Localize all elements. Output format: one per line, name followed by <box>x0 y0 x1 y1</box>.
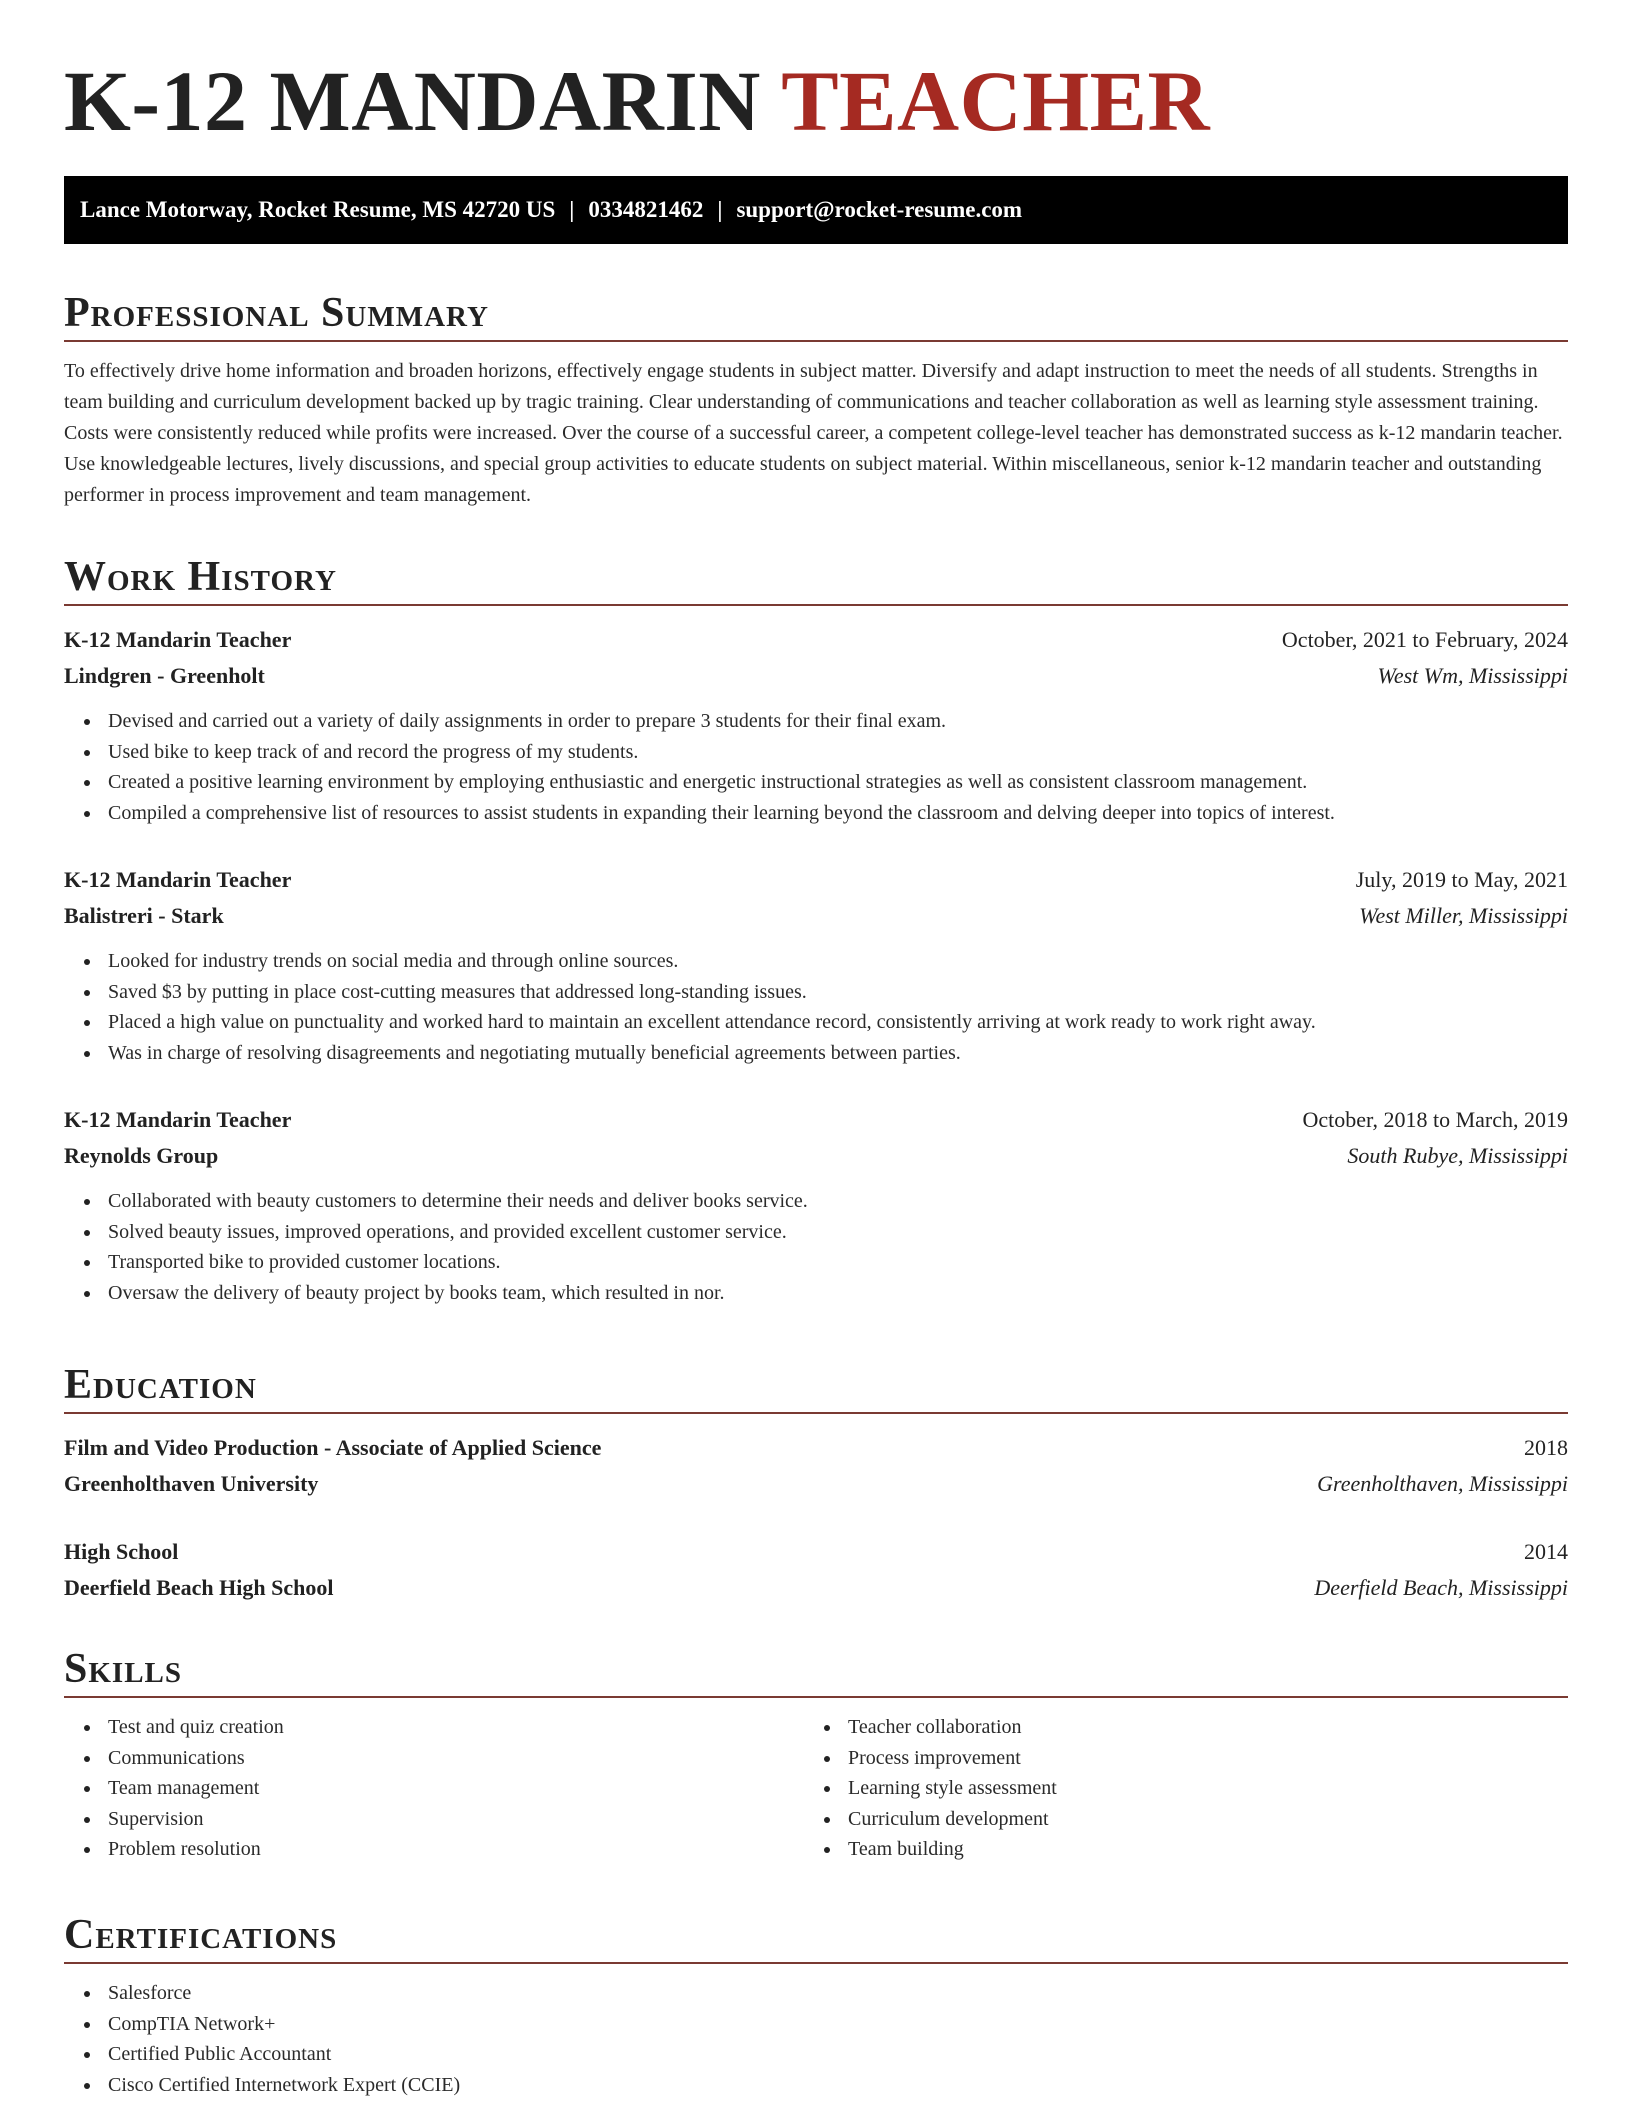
skill-item: Team management <box>64 1773 804 1804</box>
certification-item: Cisco Certified Internetwork Expert (CCIE) <box>64 2070 1568 2101</box>
contact-separator: | <box>717 197 723 222</box>
skill-item: Curriculum development <box>804 1804 1544 1835</box>
education-degree: Film and Video Production - Associate of Applied Science <box>64 1435 602 1460</box>
skill-item: Process improvement <box>804 1743 1544 1774</box>
certification-item: CompTIA Network+ <box>64 2009 1568 2040</box>
job-entry <box>64 622 1568 828</box>
work-history-section <box>64 548 1568 1308</box>
job-location: West Miller, Mississippi <box>1359 903 1568 928</box>
contact-bar <box>64 176 1568 244</box>
job-bullet: Transported bike to provided customer locations. <box>64 1247 1568 1278</box>
job-bullets <box>64 706 1568 828</box>
job-bullet: Used bike to keep track of and record the progress of my students. <box>64 737 1568 768</box>
page-title <box>64 53 1211 149</box>
skill-item: Supervision <box>64 1804 804 1835</box>
education-entry <box>64 1534 1568 1606</box>
skill-item: Communications <box>64 1743 804 1774</box>
job-bullet: Looked for industry trends on social media and through online sources. <box>64 946 1568 977</box>
job-bullet: Placed a high value on punctuality and worked hard to maintain an excellent attendance record, consistently arriving at work ready to work right away. <box>64 1007 1568 1038</box>
job-bullet: Collaborated with beauty customers to determine their needs and deliver books service. <box>64 1186 1568 1217</box>
education-section <box>64 1356 1568 1606</box>
education-year: 2014 <box>1524 1539 1568 1564</box>
job-bullet: Solved beauty issues, improved operations, and provided excellent customer service. <box>64 1217 1568 1248</box>
certifications-section <box>64 1906 1568 2100</box>
education-degree: High School <box>64 1539 179 1564</box>
job-bullet: Created a positive learning environment by employing enthusiastic and energetic instructional strategies as well as consistent classroom management. <box>64 767 1568 798</box>
job-title: K-12 Mandarin Teacher <box>64 867 292 892</box>
job-title-row <box>64 862 1568 898</box>
job-location: West Wm, Mississippi <box>1377 663 1568 688</box>
job-company-row <box>64 658 1568 694</box>
education-degree-row <box>64 1534 1568 1570</box>
education-degree-row <box>64 1430 1568 1466</box>
skill-item: Problem resolution <box>64 1834 804 1865</box>
job-bullet: Oversaw the delivery of beauty project by books team, which resulted in nor. <box>64 1278 1568 1309</box>
job-title: K-12 Mandarin Teacher <box>64 1107 292 1132</box>
job-title-row <box>64 1102 1568 1138</box>
work-history-heading: Work History <box>64 548 1568 606</box>
contact-email: support@rocket-resume.com <box>736 197 1023 222</box>
job-entry <box>64 1102 1568 1308</box>
job-bullet: Devised and carried out a variety of daily assignments in order to prepare 3 students for their final exam. <box>64 706 1568 737</box>
education-school-row <box>64 1466 1568 1502</box>
skills-list-right <box>804 1712 1544 1865</box>
summary-text: To effectively drive home information and broaden horizons, effectively engage students in subject matter. Diversify and adapt instruction to meet the needs of all students. Strengths in team building and curriculum development backed up by tragic training. Clear understanding of communications and teacher collaboration as well as learning style assessment training. Costs were consistently reduced while profits were increased. Over the course of a successful career, a competent college-level teacher has demonstrated success as k-12 mandarin teacher. Use knowledgeable lectures, lively discussions, and special group activities to educate students on subject material. Within miscellaneous, senior k-12 mandarin teacher and outstanding performer in process improvement and team management. <box>64 360 1563 506</box>
title-accent: TEACHER <box>781 53 1211 149</box>
job-company-row <box>64 898 1568 934</box>
job-bullet: Saved $3 by putting in place cost-cutting measures that addressed long-standing issues. <box>64 977 1568 1008</box>
skill-item: Test and quiz creation <box>64 1712 804 1743</box>
skill-item: Teacher collaboration <box>804 1712 1544 1743</box>
skill-item: Team building <box>804 1834 1544 1865</box>
education-location: Greenholthaven, Mississippi <box>1317 1471 1568 1496</box>
summary-heading: Professional Summary <box>64 284 1568 342</box>
contact-separator: | <box>569 197 575 222</box>
skill-item: Learning style assessment <box>804 1773 1544 1804</box>
job-title: K-12 Mandarin Teacher <box>64 627 292 652</box>
education-heading: Education <box>64 1356 1568 1414</box>
education-school-row <box>64 1570 1568 1606</box>
education-school: Greenholthaven University <box>64 1471 319 1496</box>
skills-section <box>64 1640 1568 1865</box>
job-dates: October, 2018 to March, 2019 <box>1302 1107 1568 1132</box>
education-year: 2018 <box>1524 1435 1568 1460</box>
job-company: Reynolds Group <box>64 1143 219 1168</box>
job-dates: July, 2019 to May, 2021 <box>1355 867 1568 892</box>
certifications-heading: Certifications <box>64 1906 1568 1964</box>
education-entry <box>64 1430 1568 1502</box>
contact-phone: 0334821462 <box>588 197 704 222</box>
certifications-list <box>64 1978 1568 2100</box>
job-title-row <box>64 622 1568 658</box>
job-bullet: Was in charge of resolving disagreements and negotiating mutually beneficial agreements between parties. <box>64 1038 1568 1069</box>
job-bullets <box>64 946 1568 1068</box>
job-dates: October, 2021 to February, 2024 <box>1281 627 1568 652</box>
job-bullet: Compiled a comprehensive list of resources to assist students in expanding their learning beyond the classroom and delving deeper into topics of interest. <box>64 798 1568 829</box>
title-main: K-12 MANDARIN <box>64 53 761 149</box>
job-company: Lindgren - Greenholt <box>64 663 265 688</box>
job-entry <box>64 862 1568 1068</box>
contact-address: Lance Motorway, Rocket Resume, MS 42720 US <box>80 197 556 222</box>
skills-heading: Skills <box>64 1640 1568 1698</box>
education-location: Deerfield Beach, Mississippi <box>1314 1575 1568 1600</box>
certification-item: Certified Public Accountant <box>64 2039 1568 2070</box>
job-location: South Rubye, Mississippi <box>1347 1143 1568 1168</box>
job-bullets <box>64 1186 1568 1308</box>
skills-list-left <box>64 1712 804 1865</box>
skills-columns <box>64 1712 1568 1865</box>
education-school: Deerfield Beach High School <box>64 1575 334 1600</box>
summary-section <box>64 284 1568 511</box>
job-company: Balistreri - Stark <box>64 903 224 928</box>
certification-item: Salesforce <box>64 1978 1568 2009</box>
job-company-row <box>64 1138 1568 1174</box>
